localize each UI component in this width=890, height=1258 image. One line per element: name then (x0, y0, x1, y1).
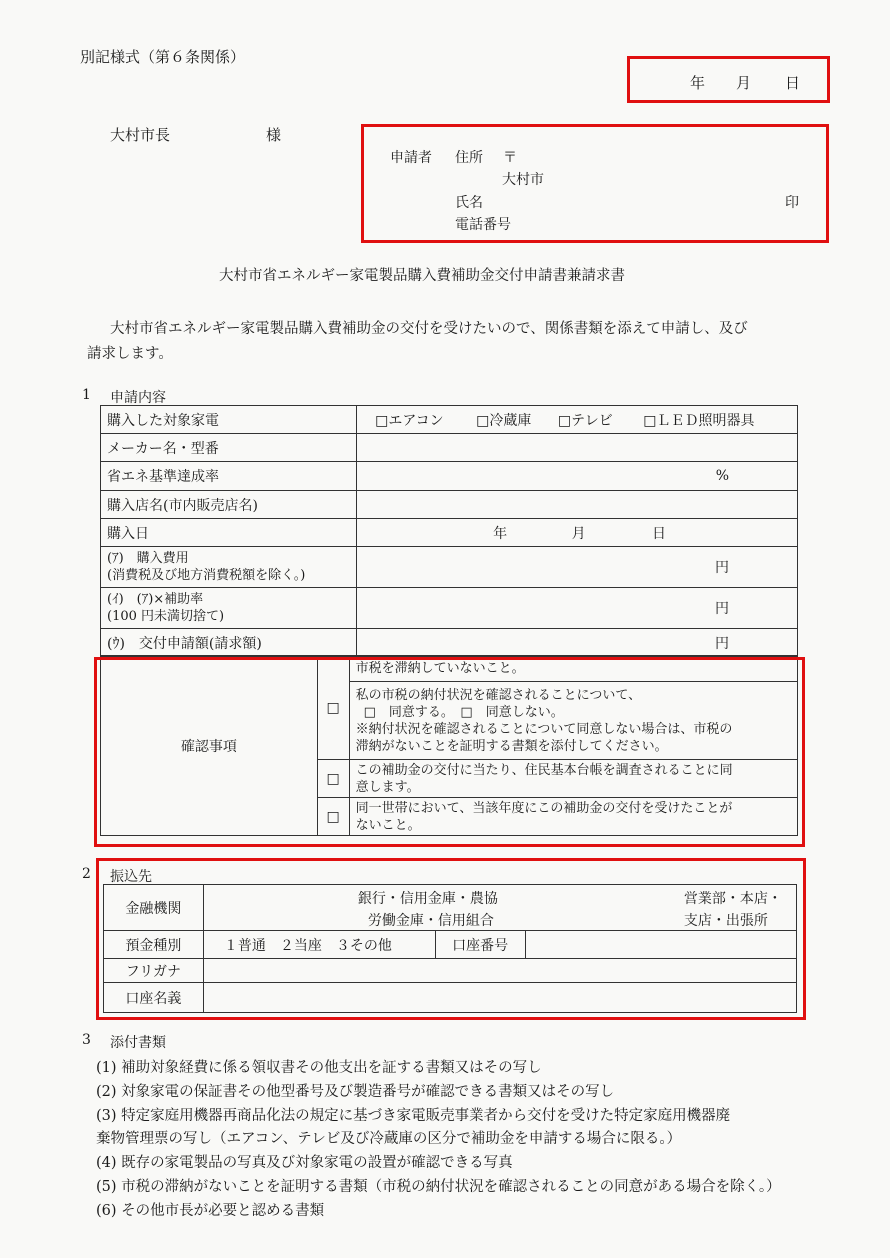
purchase-cost-label-line1: (ｱ) 購入費用 (107, 551, 189, 566)
confirm-item-4-line2: ないこと。 (355, 817, 421, 833)
branch-types-line2: 支店・出張所 (683, 912, 768, 929)
attachment-item-3-cont: 棄物管理票の写し（エアコン、テレビ及び冷蔵庫の区分で補助金を申請する場合に限る。） (96, 1131, 682, 1147)
confirm-item-2-line4: 滞納がないことを証明する書類を添付してください。 (355, 738, 668, 754)
confirm-item-4-line1: 同一世帯において、当該年度にこの補助金の交付を受けたことが (355, 800, 733, 816)
confirm-item-3-line1: この補助金の交付に当たり、住民基本台帳を調査されることに同 (355, 762, 733, 778)
confirm-checkbox-1[interactable]: □ (317, 656, 349, 760)
subsidy-calc-label (101, 588, 357, 629)
request-amount-label: (ｳ) 交付申請額(請求額) (101, 629, 357, 657)
attachment-item-6: (6) その他市長が必要と認める書類 (96, 1203, 325, 1219)
bank-types-line2: 労働金庫・信用組合 (367, 912, 494, 929)
subsidy-calc-field[interactable] (357, 588, 798, 629)
form-label: 別記様式（第６条関係） (80, 48, 246, 66)
section1-number: 1 (82, 387, 91, 403)
yen-unit-3: 円 (715, 635, 729, 652)
date-month: 月 (736, 74, 752, 92)
purchase-cost-label (101, 547, 357, 588)
purchase-cost-field[interactable] (357, 547, 798, 588)
bank-label: 金融機関 (104, 885, 204, 931)
purchase-cost-label-line2: (消費税及び地方消費税額を除く。) (107, 568, 306, 583)
bank-table (103, 884, 797, 1013)
addressee-sama: 様 (266, 126, 282, 144)
addressee-name: 大村市長 (110, 126, 171, 144)
confirm-checkbox-3[interactable]: □ (317, 760, 349, 798)
postal-mark: 〒 (503, 150, 517, 166)
target-appliance-options (357, 406, 798, 434)
percent-unit: % (715, 468, 729, 484)
option-tv[interactable]: □テレビ (557, 412, 613, 429)
attachment-item-3: (3) 特定家庭用機器再商品化法の規定に基づき家電販売事業者から交付を受けた特定家庭用機器廃 (96, 1108, 731, 1124)
account-holder-field[interactable] (203, 983, 796, 1013)
efficiency-rate-field[interactable] (357, 462, 798, 491)
document-title: 大村市省エネルギー家電製品購入費補助金交付申請書兼請求書 (219, 268, 625, 284)
bank-types-line1: 銀行・信用金庫・農協 (357, 890, 498, 907)
confirmation-label: 確認事項 (101, 656, 318, 836)
name-label: 氏名 (455, 195, 483, 211)
account-holder-label: 口座名義 (104, 983, 204, 1013)
attachment-item-4: (4) 既存の家電製品の写真及び対象家電の設置が確認できる写真 (96, 1155, 513, 1171)
furigana-field[interactable] (203, 959, 796, 983)
deposit-type-label: 預金種別 (104, 931, 204, 959)
phone-label: 電話番号 (455, 217, 511, 233)
account-number-field[interactable] (525, 931, 796, 959)
confirm-item-2-line3: ※納付状況を確認されることについて同意しない場合は、市税の (355, 721, 733, 737)
bank-field[interactable] (203, 885, 796, 931)
purchase-date-label: 購入日 (101, 519, 357, 547)
furigana-label: フリガナ (104, 959, 204, 983)
branch-types-line1: 営業部・本店・ (683, 890, 782, 907)
intro-line2: 請求します。 (87, 346, 173, 362)
store-name-field[interactable] (357, 491, 798, 519)
section2-number: 2 (82, 866, 91, 882)
applicant-label: 申請者 (390, 150, 432, 166)
efficiency-rate-label: 省エネ基準達成率 (101, 462, 357, 491)
confirm-item-2-line1: 私の市税の納付状況を確認されることについて、 (355, 687, 642, 703)
purchase-date-field[interactable] (357, 519, 798, 547)
target-appliance-label: 購入した対象家電 (101, 406, 357, 434)
option-led[interactable]: □ＬＥＤ照明器具 (643, 412, 755, 429)
purchase-month: 月 (571, 525, 586, 542)
yen-unit-2: 円 (715, 601, 729, 617)
confirm-checkbox-4[interactable]: □ (317, 798, 349, 836)
subsidy-calc-label-line2: (100 円未満切捨て) (107, 609, 225, 624)
maker-model-label: メーカー名・型番 (101, 434, 357, 462)
section1-heading: 申請内容 (110, 390, 166, 406)
purchase-day: 日 (652, 525, 667, 542)
confirm-item-3-line2: 意します。 (355, 779, 420, 795)
tax-consent-options[interactable]: □ 同意する。 □ 同意しない。 (363, 704, 564, 720)
purchase-year: 年 (493, 525, 508, 542)
confirm-item-1: 市税を滞納していないこと。 (349, 656, 797, 682)
intro-line1: 大村市省エネルギー家電製品購入費補助金の交付を受けたいので、関係書類を添えて申請し、及び (110, 321, 748, 337)
deposit-type-options[interactable]: １普通 ２当座 ３その他 (203, 931, 435, 959)
account-number-label: 口座番号 (435, 931, 525, 959)
option-aircon[interactable]: □エアコン (375, 412, 444, 429)
subsidy-calc-label-line1: (ｲ) (ｱ)×補助率 (107, 592, 204, 607)
address-label: 住所 (455, 150, 483, 166)
attachment-item-5: (5) 市税の滞納がないことを証明する書類（市税の納付状況を確認されることの同意がある場合を除く。） (96, 1179, 781, 1195)
applicant-city: 大村市 (502, 172, 544, 188)
confirmation-highlight-box (94, 657, 805, 847)
store-name-label: 購入店名(市内販売店名) (101, 491, 357, 519)
request-amount-field[interactable] (357, 629, 798, 657)
attachment-item-2: (2) 対象家電の保証書その他型番号及び製造番号が確認できる書類又はその写し (96, 1084, 615, 1100)
date-year: 年 (690, 74, 706, 92)
section2-heading: 振込先 (110, 869, 152, 885)
yen-unit-1: 円 (715, 560, 729, 576)
attachment-item-1: (1) 補助対象経費に係る領収書その他支出を証する書類又はその写し (96, 1060, 542, 1076)
application-table (100, 405, 798, 657)
date-day: 日 (785, 74, 801, 92)
maker-model-field[interactable] (357, 434, 798, 462)
section3-heading: 添付書類 (110, 1035, 166, 1051)
option-fridge[interactable]: □冷蔵庫 (476, 412, 532, 429)
applicant-highlight-box (361, 124, 829, 243)
section3-number: 3 (82, 1032, 91, 1048)
seal-mark: 印 (785, 195, 799, 211)
